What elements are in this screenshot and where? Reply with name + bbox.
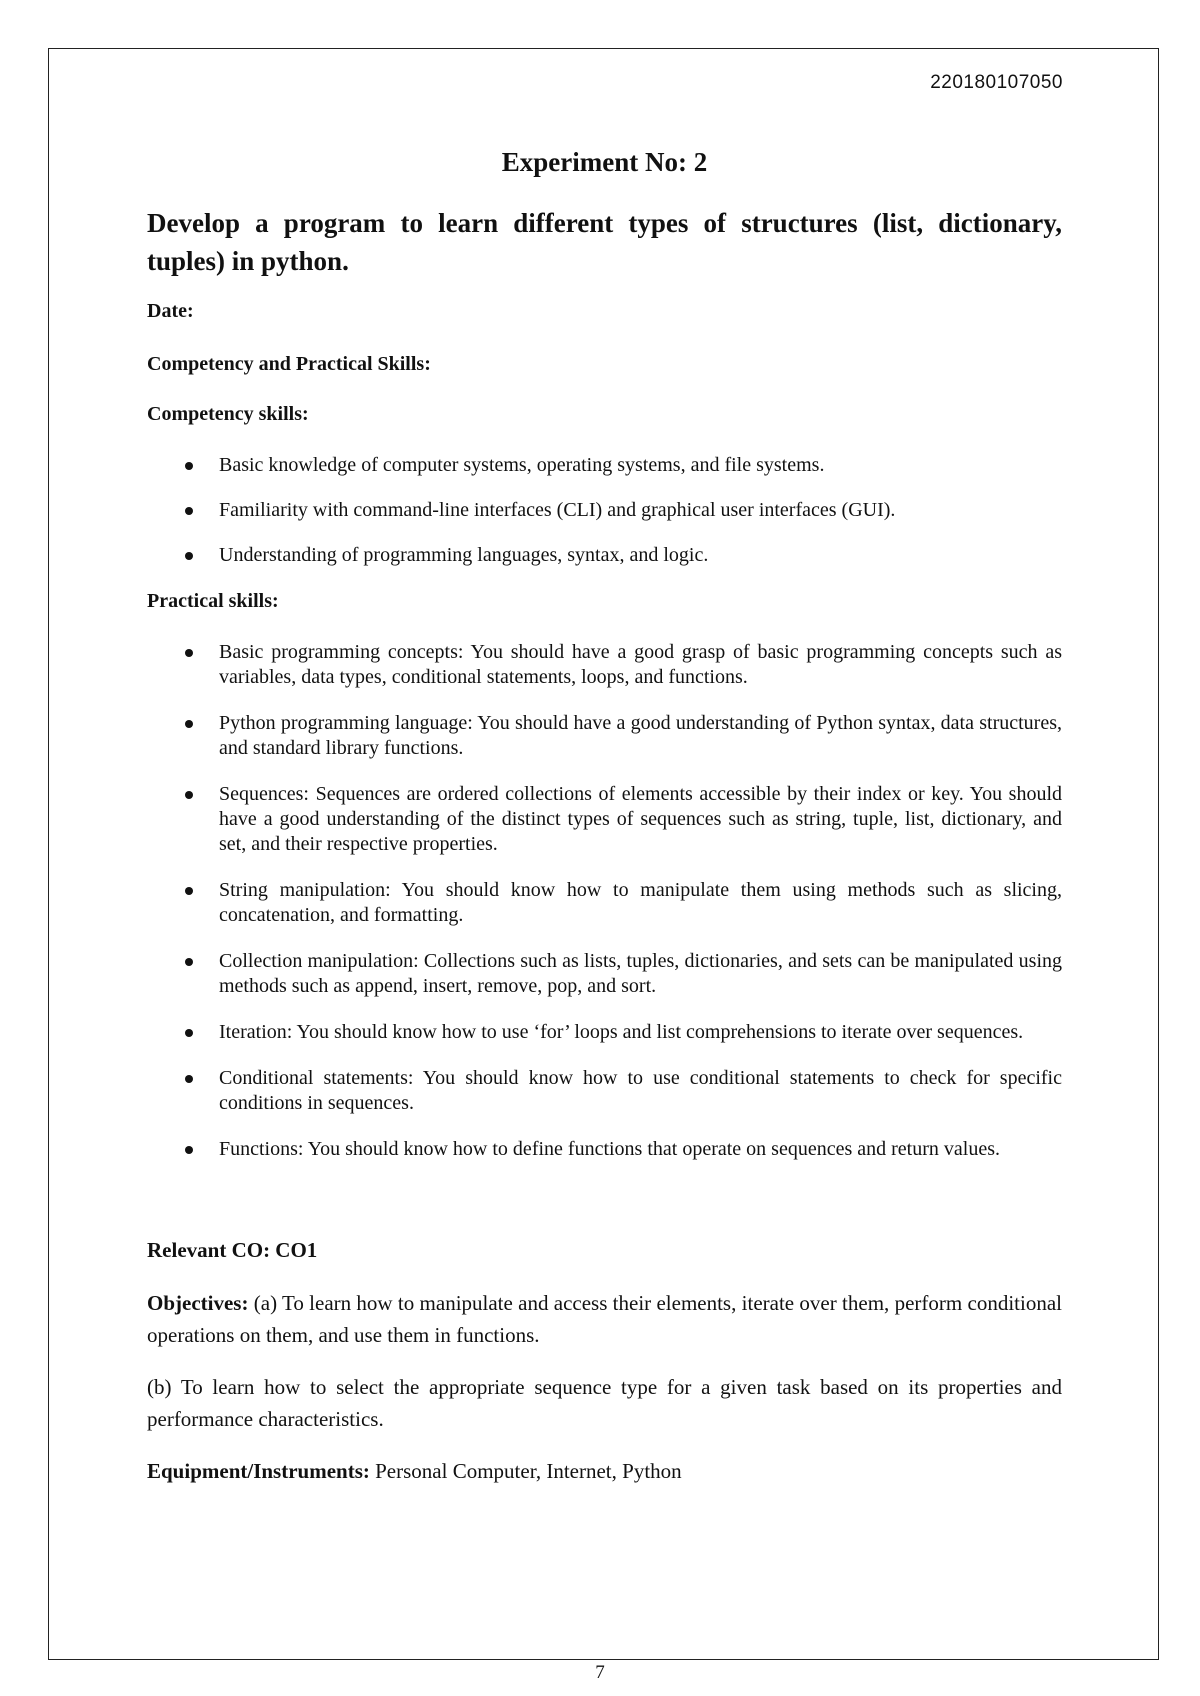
bullet-icon <box>185 1146 193 1154</box>
list-item: String manipulation: You should know how to manipulate them using methods such as slicing, concatenation, and formatting. <box>147 878 1062 928</box>
experiment-aim: Develop a program to learn different types of structures (list, dictionary, tuples) in python. <box>147 208 1062 276</box>
enrollment-number: 220180107050 <box>930 72 1063 93</box>
bullet-icon <box>185 649 193 657</box>
bullet-icon <box>185 958 193 966</box>
date-label: Date: <box>147 300 194 322</box>
relevant-co: Relevant CO: CO1 <box>147 1238 318 1262</box>
list-item: Sequences: Sequences are ordered collections of elements accessible by their index or key. You should have a good understanding of the distinct types of sequences such as string, tuple, list, dictionary, and set, and their respective properties. <box>147 782 1062 857</box>
bullet-icon <box>185 1029 193 1037</box>
competency-skills-label: Competency skills: <box>147 403 309 425</box>
competency-heading: Competency and Practical Skills: <box>147 353 431 375</box>
bullet-icon <box>185 1075 193 1083</box>
bullet-icon <box>185 887 193 895</box>
objectives-label: Objectives: <box>147 1291 249 1315</box>
bullet-icon <box>185 791 193 799</box>
bullet-icon <box>185 507 193 515</box>
list-item: Familiarity with command-line interfaces (CLI) and graphical user interfaces (GUI). <box>147 498 1062 523</box>
list-item: Python programming language: You should have a good understanding of Python syntax, data structures, and standard library functions. <box>147 711 1062 761</box>
objectives-a: Objectives: (a) To learn how to manipulate and access their elements, iterate over them, perform conditional operations on them, and use them in functions. <box>147 1291 1062 1347</box>
list-item: Conditional statements: You should know how to use conditional statements to check for specific conditions in sequences. <box>147 1066 1062 1116</box>
list-item: Basic programming concepts: You should have a good grasp of basic programming concepts such as variables, data types, conditional statements, loops, and functions. <box>147 640 1062 690</box>
list-item: Basic knowledge of computer systems, operating systems, and file systems. <box>147 453 1062 478</box>
equipment-label: Equipment/Instruments: <box>147 1459 370 1483</box>
practical-skills-label: Practical skills: <box>147 590 279 612</box>
experiment-title: Experiment No: 2 <box>501 147 708 177</box>
list-item: Iteration: You should know how to use ‘for’ loops and list comprehensions to iterate over sequences. <box>147 1020 1062 1045</box>
page-number: 7 <box>595 1662 605 1683</box>
practical-skills-list <box>147 640 1062 1162</box>
list-item: Functions: You should know how to define functions that operate on sequences and return values. <box>147 1137 1062 1162</box>
bullet-icon <box>185 462 193 470</box>
objectives-b: (b) To learn how to select the appropriate sequence type for a given task based on its properties and performance characteristics. <box>147 1375 1062 1431</box>
list-item: Understanding of programming languages, syntax, and logic. <box>147 543 1062 568</box>
competency-skills-list <box>147 453 1062 568</box>
bullet-icon <box>185 552 193 560</box>
equipment-line: Equipment/Instruments: Personal Computer, Internet, Python <box>147 1459 682 1483</box>
list-item: Collection manipulation: Collections such as lists, tuples, dictionaries, and sets can be manipulated using methods such as append, insert, remove, pop, and sort. <box>147 949 1062 999</box>
bullet-icon <box>185 720 193 728</box>
